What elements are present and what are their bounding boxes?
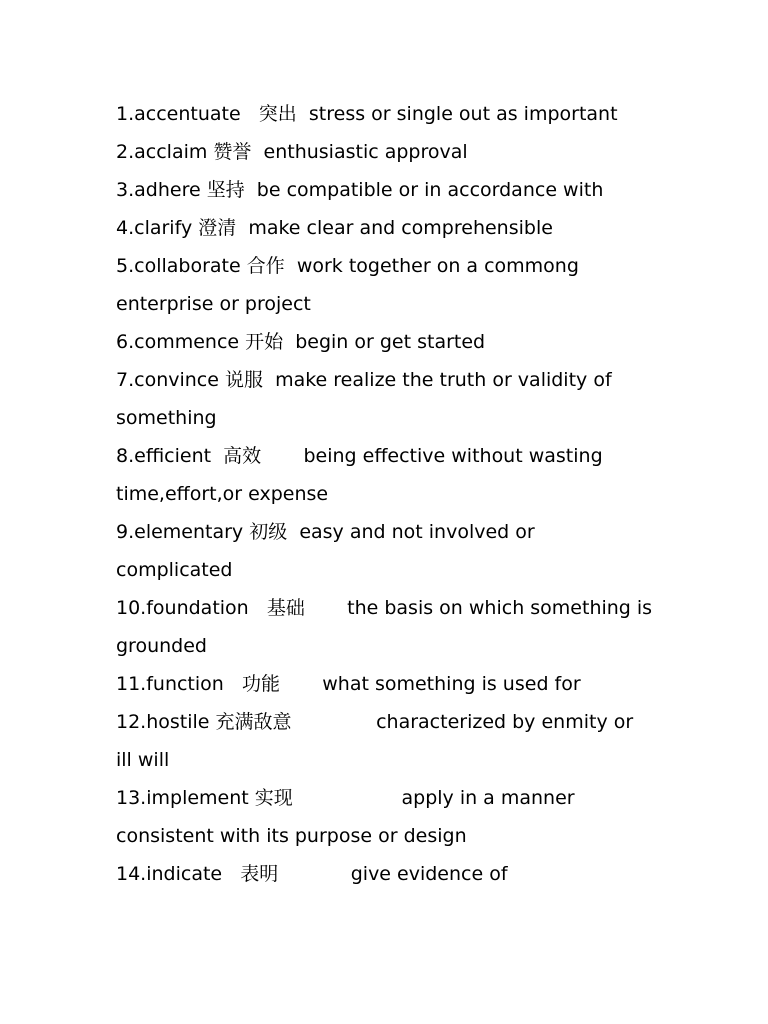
definition-text: be compatible or in accordance with [244,179,604,201]
chinese-translation: 表明 [240,863,279,885]
list-line [116,285,656,323]
definition-text: easy and not involved or [287,521,535,543]
definition-text: the basis on which something is [304,597,653,619]
list-line [116,703,656,741]
definition-text: make clear and comprehensible [236,217,553,239]
term-text: 11.function [116,673,242,695]
term-text: time,effort,or expense [116,483,329,505]
term-text: complicated [116,559,233,581]
term-text: ill will [116,749,170,771]
term-text: 4.clarify [116,217,199,239]
chinese-translation: 充满敌意 [215,711,292,733]
chinese-translation: 赞誉 [213,141,252,163]
chinese-translation: 初级 [249,521,288,543]
chinese-translation: 坚持 [206,179,245,201]
list-line [116,741,656,779]
term-text: something [116,407,217,429]
definition-text: stress or single out as important [296,103,618,125]
definition-text: being effective without wasting [261,445,603,467]
vocabulary-list [116,95,656,893]
term-text: consistent with its purpose or design [116,825,467,847]
list-line [116,247,656,285]
list-line [116,513,656,551]
chinese-translation: 澄清 [198,217,237,239]
chinese-translation: 功能 [241,673,280,695]
definition-text: begin or get started [283,331,486,353]
list-line [116,627,656,665]
chinese-translation: 实现 [254,787,293,809]
list-line [116,551,656,589]
list-line [116,171,656,209]
list-line [116,361,656,399]
chinese-translation: 合作 [246,255,285,277]
term-text: 5.collaborate [116,255,247,277]
term-text: 10.foundation [116,597,267,619]
definition-text: apply in a manner [292,787,575,809]
list-line [116,817,656,855]
chinese-translation: 开始 [245,331,284,353]
term-text: 2.acclaim [116,141,214,163]
term-text: 1.accentuate [116,103,259,125]
term-text: 6.commence [116,331,246,353]
definition-text: what something is used for [279,673,581,695]
list-line [116,323,656,361]
definition-text: enthusiastic approval [251,141,468,163]
term-text: grounded [116,635,207,657]
term-text: 9.elementary [116,521,250,543]
list-line [116,475,656,513]
term-text: 7.convince [116,369,225,391]
list-line [116,95,656,133]
definition-text: work together on a commong [284,255,579,277]
list-line [116,779,656,817]
list-line [116,665,656,703]
chinese-translation: 突出 [258,103,297,125]
list-line [116,209,656,247]
term-text: 3.adhere [116,179,207,201]
list-line [116,133,656,171]
definition-text: make realize the truth or validity of [263,369,612,391]
term-text: 13.implement [116,787,255,809]
list-line [116,855,656,893]
term-text: 8.efficient [116,445,224,467]
definition-text: give evidence of [278,863,508,885]
chinese-translation: 说服 [224,369,263,391]
list-line [116,437,656,475]
definition-text: characterized by enmity or [291,711,634,733]
term-text: enterprise or project [116,293,311,315]
chinese-translation: 基础 [266,597,305,619]
chinese-translation: 高效 [223,445,262,467]
list-line [116,399,656,437]
list-line [116,589,656,627]
term-text: 12.hostile [116,711,216,733]
term-text: 14.indicate [116,863,241,885]
